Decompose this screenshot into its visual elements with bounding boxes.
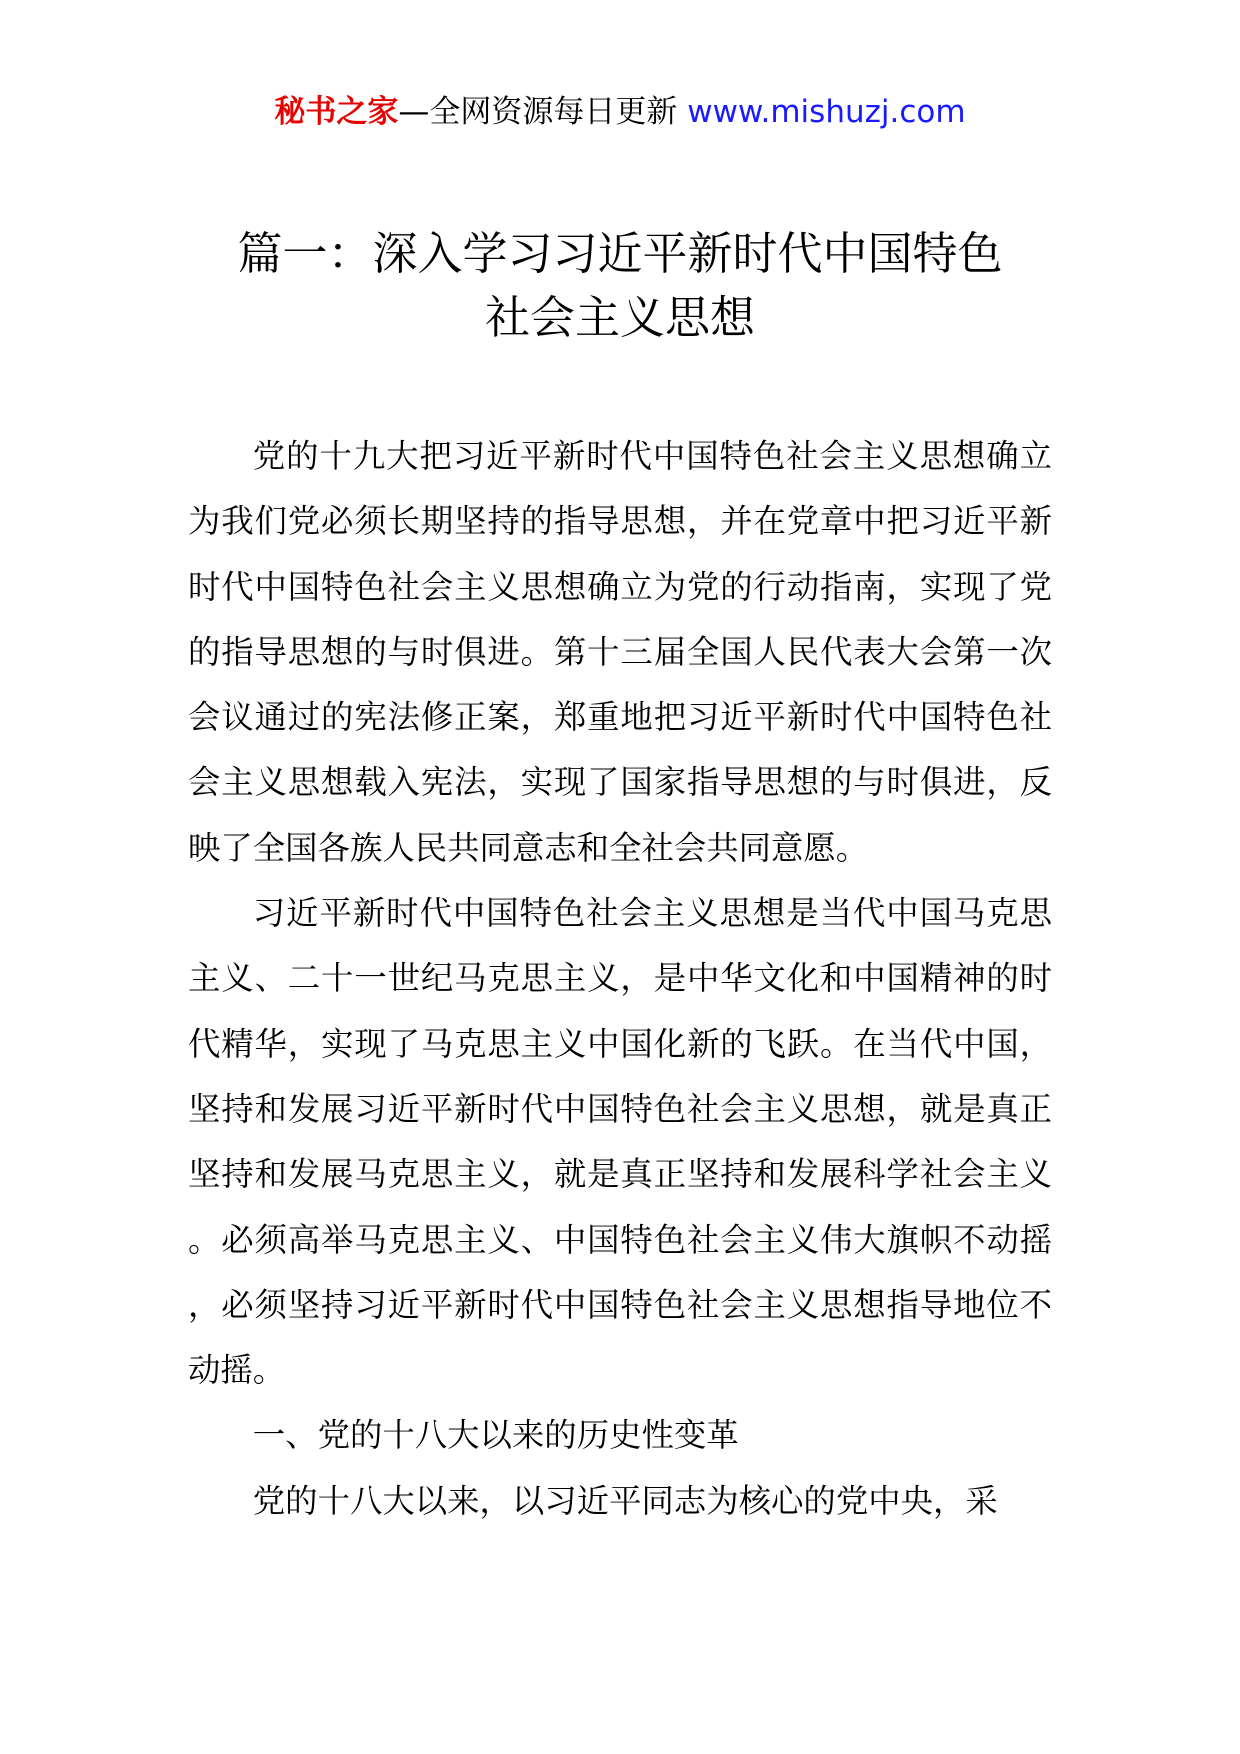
body-paragraph-3: 党的十八大以来，以习近平同志为核心的党中央，采 [252,1481,998,1520]
site-url-link[interactable]: www.mishuzj.com [687,94,966,130]
body-paragraph-1: 党的十九大把习近平新时代中国特色社会主义思想确立为我们党必须长期坚持的指导思想，并在党章中把习近平新时代中国特色社会主义思想确立为党的行动指南，实现了党的指导思想的与时俱进。第十三届全国人民代表大会第一次会议通过的宪法修正案，郑重地把习近平新时代中国特色社会主义思想载入宪法，实现了国家指导思想的与时俱进，反映了全国各族人民共同意志和全社会共同意愿。 [188,437,1052,867]
title-line-2: 社会主义思想 [484,291,755,344]
body-paragraph-2: 习近平新时代中国特色社会主义思想是当代中国马克思主义、二十一世纪马克思主义，是中华文化和中国精神的时代精华，实现了马克思主义中国化新的飞跃。在当代中国，坚持和发展习近平新时代中国特色社会主义思想，就是真正坚持和发展马克思主义，就是真正坚持和发展科学社会主义。必须高举马克思主义、中国特色社会主义伟大旗帜不动摇，必须坚持习近平新时代中国特色社会主义思想指导地位不动摇。 [188,894,1052,1390]
document-body [188,424,1052,1534]
title-line-1: 篇一：深入学习习近平新时代中国特色 [237,227,1003,280]
section-heading: 一、党的十八大以来的历史性变革 [252,1416,739,1455]
document-title [0,222,1240,350]
site-tagline: —全网资源每日更新 [398,94,688,130]
site-brand: 秘书之家 [274,94,399,130]
page-header [0,92,1240,132]
